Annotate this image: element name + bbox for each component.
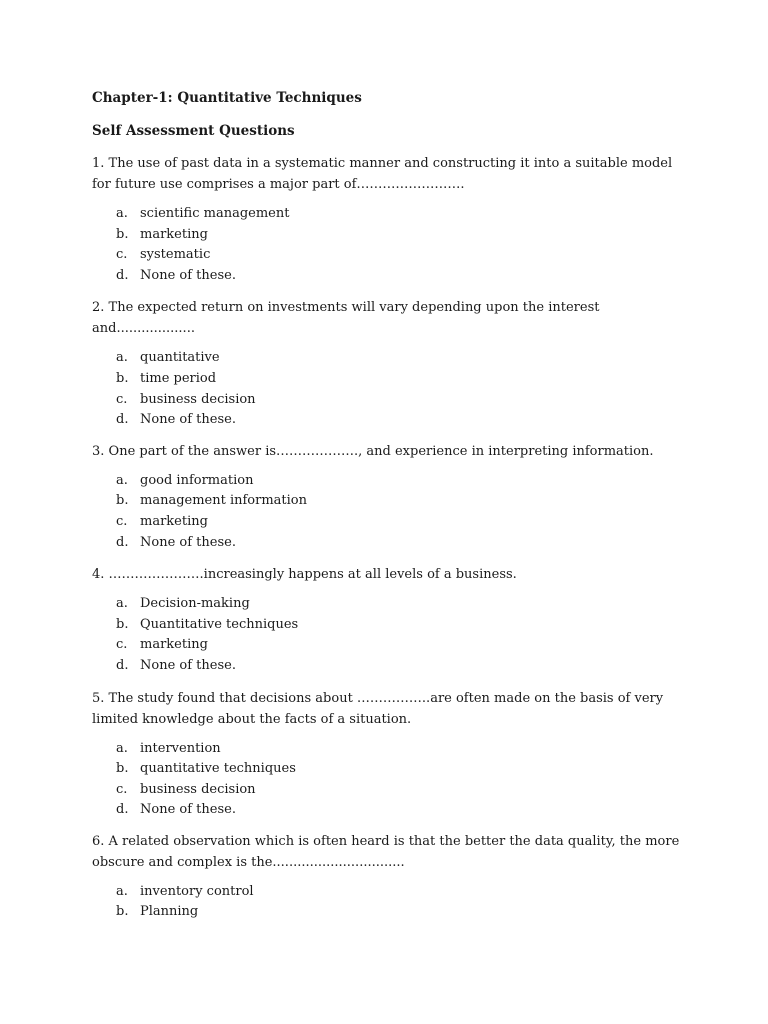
option-text: marketing xyxy=(140,226,208,242)
option-text: good information xyxy=(140,472,254,488)
option-item xyxy=(92,635,692,656)
option-letter: c. xyxy=(116,391,128,407)
option-item xyxy=(92,882,692,903)
option-letter: d. xyxy=(116,657,129,673)
option-text: inventory control xyxy=(140,883,254,899)
option-letter: a. xyxy=(116,740,128,756)
option-letter: b. xyxy=(116,616,129,632)
option-item xyxy=(92,656,692,677)
question-block xyxy=(92,831,692,923)
question-block xyxy=(92,441,692,553)
option-list xyxy=(92,739,692,821)
option-text: systematic xyxy=(140,247,211,263)
option-list xyxy=(92,594,692,676)
option-item xyxy=(92,759,692,780)
question-block xyxy=(92,297,692,430)
option-list xyxy=(92,882,692,923)
option-text: time period xyxy=(140,370,217,386)
option-letter: b. xyxy=(116,493,129,509)
option-text: Quantitative techniques xyxy=(140,616,299,632)
option-letter: a. xyxy=(116,206,128,221)
option-text: None of these. xyxy=(140,802,236,818)
document-page xyxy=(92,88,692,923)
option-text: marketing xyxy=(140,637,208,653)
option-item xyxy=(92,204,692,225)
option-item xyxy=(92,739,692,760)
option-item xyxy=(92,369,692,390)
option-text: scientific management xyxy=(140,206,290,221)
option-text: Planning xyxy=(140,904,199,920)
option-item xyxy=(92,491,692,512)
option-text: None of these. xyxy=(140,534,236,550)
option-text: management information xyxy=(140,493,308,509)
question-text: 6. A related observation which is often heard is that the better the data quality, the more obscure and complex is the................................ xyxy=(92,833,680,870)
option-item xyxy=(92,594,692,615)
option-letter: d. xyxy=(116,534,129,550)
question-block xyxy=(92,688,692,821)
option-list xyxy=(92,348,692,430)
option-item xyxy=(92,533,692,554)
option-text: business decision xyxy=(140,391,256,407)
option-item xyxy=(92,615,692,636)
question-text: 3. One part of the answer is………………., and experience in interpreting information. xyxy=(92,443,654,459)
option-letter: d. xyxy=(116,802,129,818)
option-text: quantitative techniques xyxy=(140,761,296,777)
option-text: marketing xyxy=(140,513,208,529)
option-letter: a. xyxy=(116,472,128,488)
option-letter: c. xyxy=(116,247,128,263)
question-text: 4. ………………….increasingly happens at all levels of a business. xyxy=(92,567,517,583)
question-text: 2. The expected return on investments will vary depending upon the interest and................... xyxy=(92,300,600,337)
question-block xyxy=(92,153,692,286)
option-letter: b. xyxy=(116,370,129,386)
option-item xyxy=(92,390,692,411)
option-item xyxy=(92,512,692,533)
option-letter: d. xyxy=(116,412,129,428)
option-letter: c. xyxy=(116,781,128,797)
question-text: 5. The study found that decisions about ……………..are often made on the basis of very limited knowledge about the facts of a situation. xyxy=(92,690,664,727)
option-letter: b. xyxy=(116,904,129,920)
option-letter: a. xyxy=(116,596,128,612)
question-text: 1. The use of past data in a systematic manner and constructing it into a suitable model for future use comprises a major part of……………………. xyxy=(92,156,673,192)
option-list xyxy=(92,204,692,286)
option-letter: b. xyxy=(116,761,129,777)
option-item xyxy=(92,471,692,492)
option-text: Decision-making xyxy=(140,596,250,612)
option-item xyxy=(92,780,692,801)
option-text: None of these. xyxy=(140,412,236,428)
option-text: quantitative xyxy=(140,350,220,366)
question-block xyxy=(92,564,692,676)
section-title: Self Assessment Questions xyxy=(92,123,295,139)
option-text: intervention xyxy=(140,740,221,756)
option-item xyxy=(92,225,692,246)
option-letter: c. xyxy=(116,637,128,653)
option-text: business decision xyxy=(140,781,256,797)
option-text: None of these. xyxy=(140,267,236,283)
option-letter: c. xyxy=(116,513,128,529)
option-item xyxy=(92,245,692,266)
option-letter: a. xyxy=(116,883,128,899)
option-item xyxy=(92,348,692,369)
option-list xyxy=(92,471,692,553)
question-list xyxy=(92,153,692,923)
chapter-title: Chapter-1: Quantitative Techniques xyxy=(92,90,362,106)
option-letter: a. xyxy=(116,350,128,366)
option-item xyxy=(92,410,692,431)
option-item xyxy=(92,800,692,821)
option-item xyxy=(92,266,692,287)
option-letter: d. xyxy=(116,267,129,283)
option-letter: b. xyxy=(116,226,129,242)
option-text: None of these. xyxy=(140,657,236,673)
option-item xyxy=(92,902,692,923)
